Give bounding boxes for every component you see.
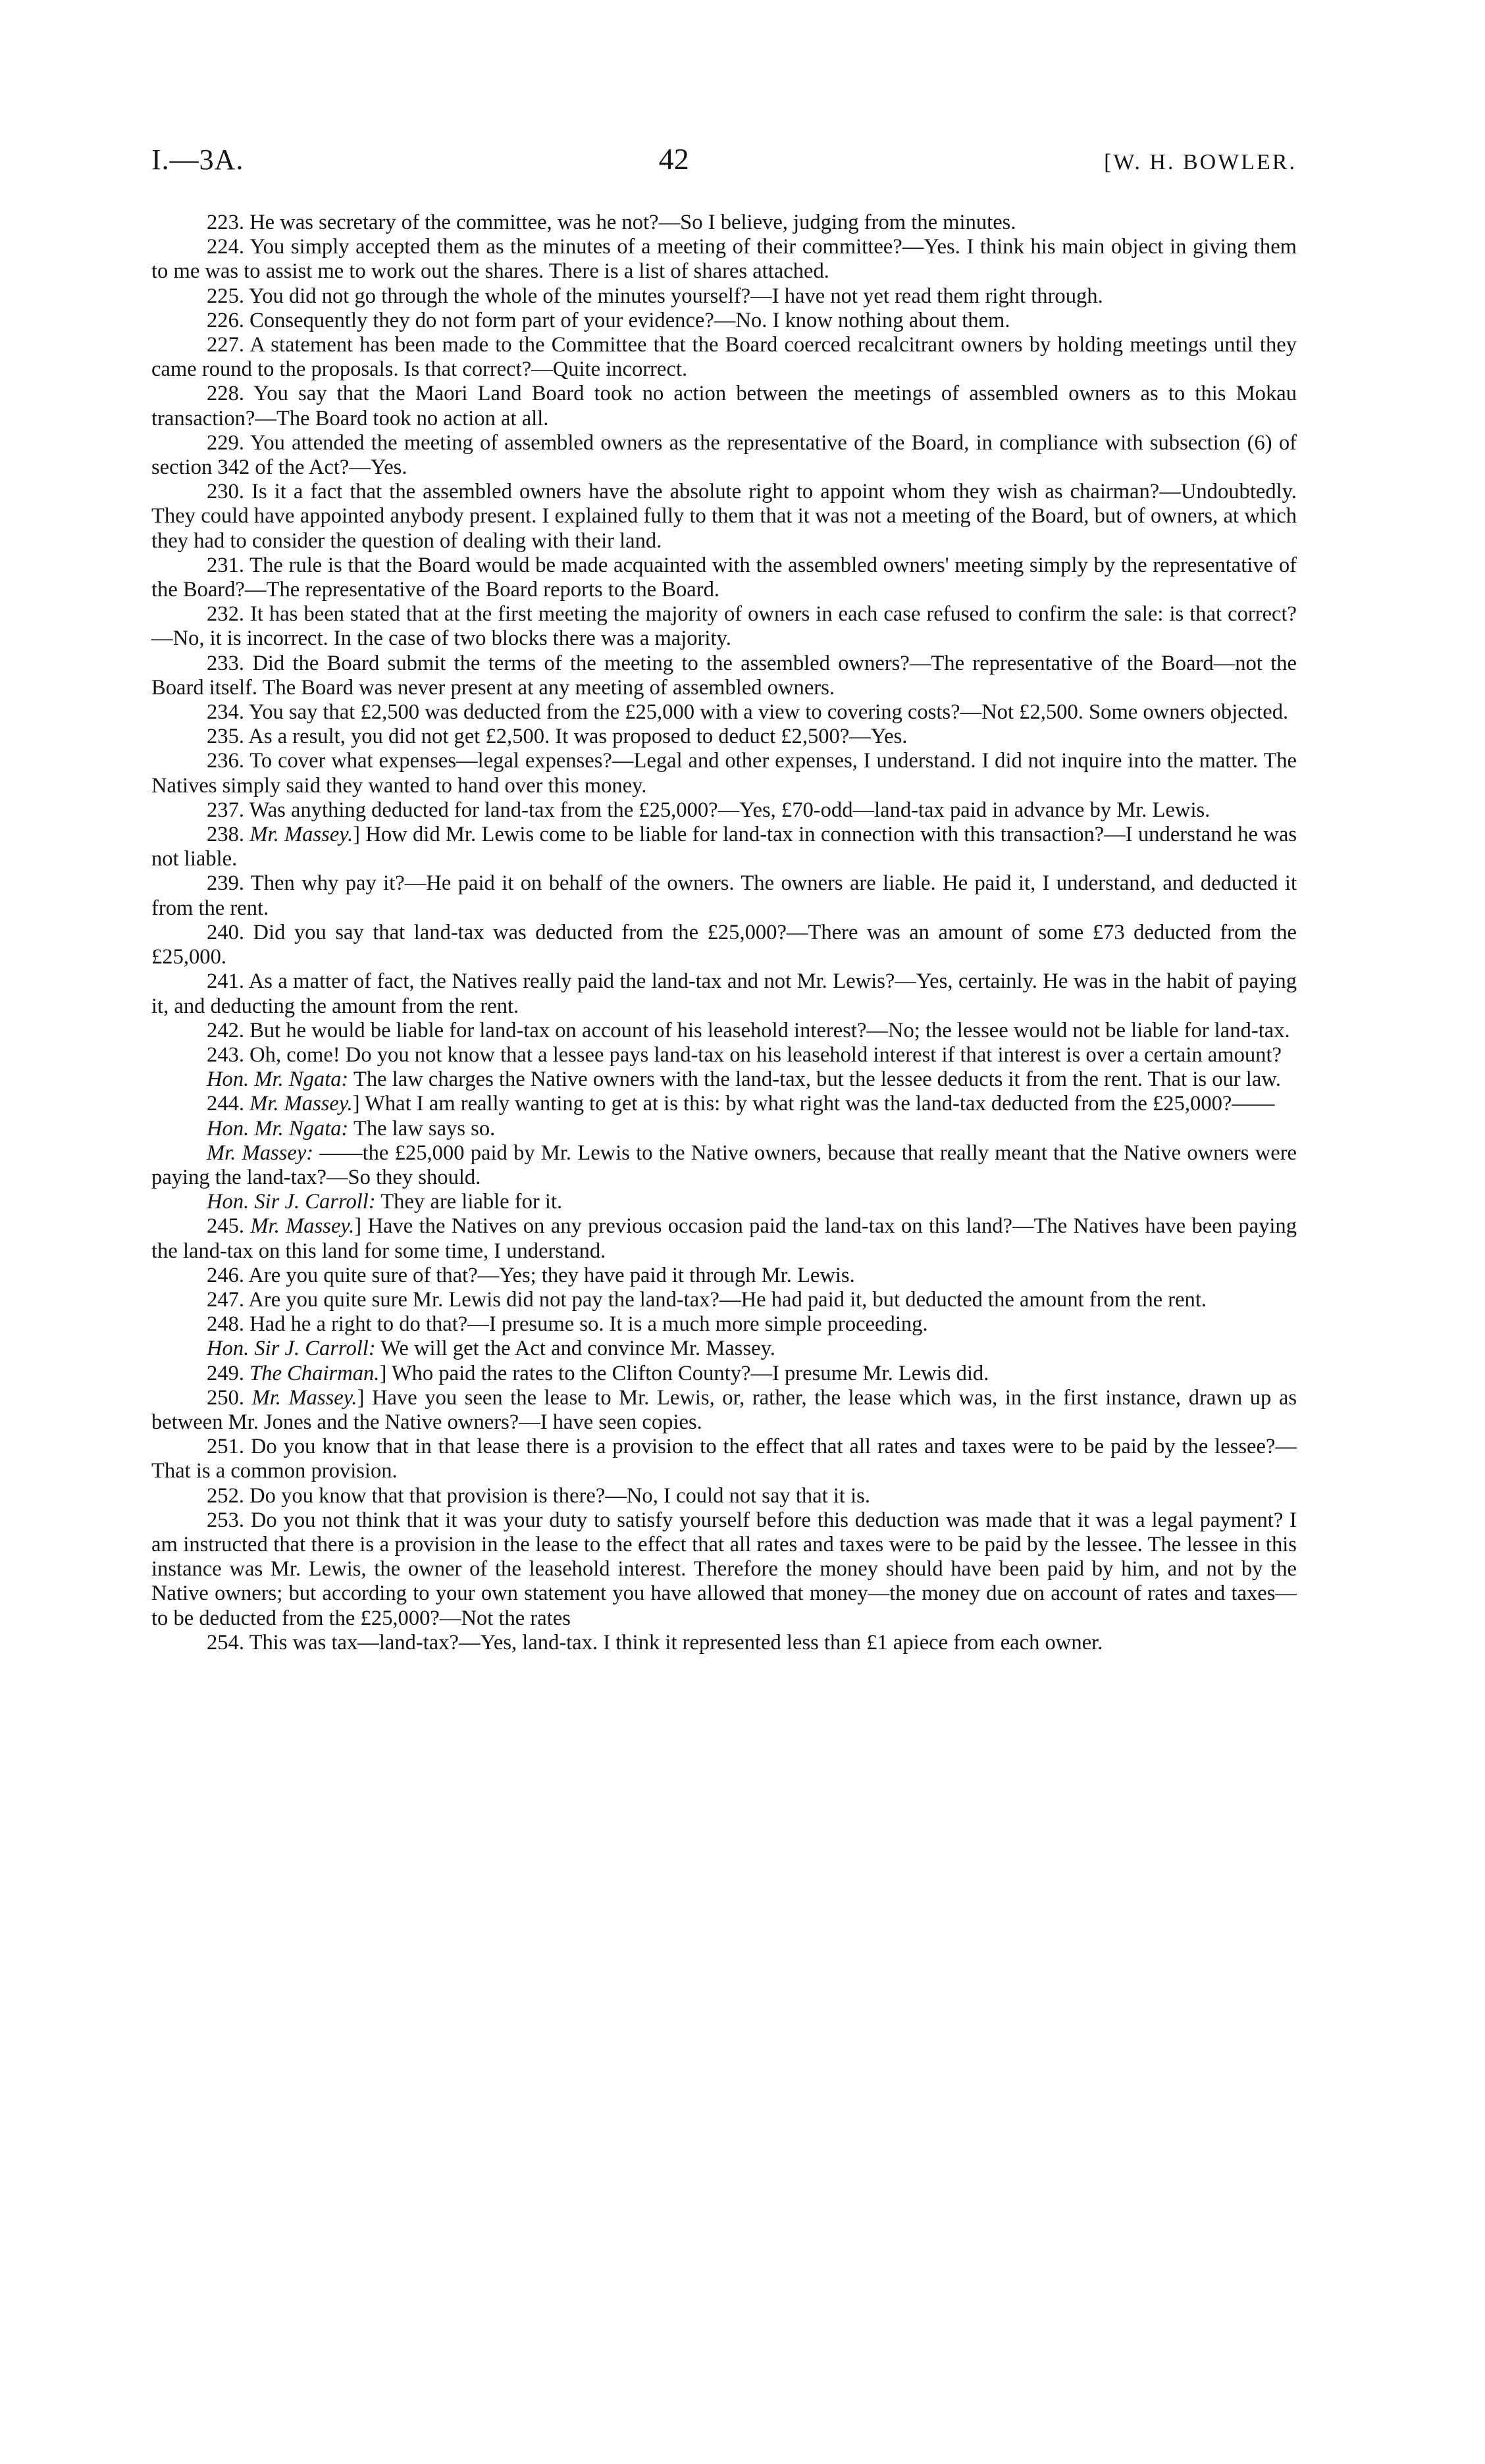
evidence-paragraph: [151, 969, 1297, 1018]
evidence-paragraph: [151, 235, 1297, 284]
document-body: [151, 211, 1297, 1655]
speaker-name: Mr. Massey.: [250, 1214, 355, 1239]
paragraph-lead-text: 252. Do you know that that provision is there?—No, I could not say that it is.: [207, 1483, 870, 1508]
paragraph-lead-text: 235. As a result, you did not get £2,500. It was proposed to deduct £2,500?—Yes.: [207, 725, 908, 749]
evidence-paragraph: [151, 1141, 1297, 1190]
evidence-paragraph: [151, 1043, 1297, 1067]
paragraph-lead-text: 228. You say that the Maori Land Board took no action between the meetings of assembled owners as to this Mokau transaction?—The Board took no action at all.: [151, 382, 1297, 430]
evidence-paragraph: [151, 1067, 1297, 1092]
paragraph-text: ] What I am really wanting to get at is this: by what right was the land-tax deducted from the £25,000?——: [352, 1092, 1275, 1116]
speaker-name: Mr. Massey.: [249, 1092, 353, 1116]
paragraph-lead-text: 244.: [207, 1092, 250, 1116]
evidence-paragraph: [151, 1337, 1297, 1361]
paragraph-lead-text: 223. He was secretary of the committee, was he not?—So I believe, judging from the minutes.: [207, 211, 1016, 234]
evidence-paragraph: [151, 1508, 1297, 1631]
speaker-name: Hon. Sir J. Carroll:: [207, 1190, 376, 1214]
speaker-name: Hon. Mr. Ngata:: [207, 1116, 349, 1141]
evidence-paragraph: [151, 1117, 1297, 1141]
evidence-paragraph: [151, 1190, 1297, 1214]
evidence-paragraph: [151, 1386, 1297, 1435]
paragraph-lead-text: 233. Did the Board submit the terms of the meeting to the assembled owners?—The representative of the Board—not the Board itself. The Board was never present at any meeting of assembled owners.: [151, 651, 1297, 700]
evidence-paragraph: [151, 652, 1297, 700]
evidence-paragraph: [151, 333, 1297, 382]
paragraph-text: ] Who paid the rates to the Clifton County?—I presume Mr. Lewis did.: [379, 1361, 989, 1385]
paragraph-text: The law says so.: [348, 1116, 496, 1141]
paragraph-lead-text: 254. This was tax—land-tax?—Yes, land-tax. I think it represented less than £1 apiece from each owner.: [207, 1630, 1103, 1655]
evidence-paragraph: [151, 921, 1297, 969]
paragraph-lead-text: 253. Do you not think that it was your duty to satisfy yourself before this deduction was made that it was a legal payment? I am instructed that there is a provision in the lease to the effect that all rates and taxes were to be paid by the lessee. The lessee in this instance was Mr. Lewis, the owner of the leasehold interest. Therefore the money should have been paid by him, and not by the Native owners; but according to your own statement you have allowed that money—the money due on account of rates and taxes—to be deducted from the £25,000?—Not the rates: [151, 1508, 1297, 1630]
evidence-paragraph: [151, 823, 1297, 871]
evidence-paragraph: [151, 749, 1297, 798]
paragraph-lead-text: 246. Are you quite sure of that?—Yes; they have paid it through Mr. Lewis.: [207, 1263, 855, 1287]
speaker-name: The Chairman.: [249, 1361, 380, 1385]
paragraph-lead-text: 236. To cover what expenses—legal expenses?—Legal and other expenses, I understand. I did not inquire into the matter. The Natives simply said they wanted to hand over this money.: [151, 749, 1297, 798]
paragraph-lead-text: 241. As a matter of fact, the Natives really paid the land-tax and not Mr. Lewis?—Yes, certainly. He was in the habit of paying it, and deducting the amount from the rent.: [151, 969, 1297, 1018]
paragraph-lead-text: 247. Are you quite sure Mr. Lewis did not pay the land-tax?—He had paid it, but deducted the amount from the rent.: [207, 1287, 1207, 1312]
evidence-paragraph: [151, 211, 1297, 235]
paragraph-lead-text: 234. You say that £2,500 was deducted from the £25,000 with a view to covering costs?—Not £2,500. Some owners objected.: [207, 700, 1289, 725]
evidence-paragraph: [151, 1288, 1297, 1312]
evidence-paragraph: [151, 725, 1297, 749]
paragraph-lead-text: 251. Do you know that in that lease there is a provision to the effect that all rates and taxes were to be paid by the lessee?—That is a common provision.: [151, 1435, 1297, 1483]
evidence-paragraph: [151, 382, 1297, 430]
paragraph-lead-text: 242. But he would be liable for land-tax on account of his leasehold interest?—No; the lessee would not be liable for land-tax.: [207, 1018, 1290, 1042]
evidence-paragraph: [151, 798, 1297, 823]
witness-name: [W. H. BOWLER.: [1104, 150, 1297, 174]
paper-reference: I.—3A.: [151, 143, 244, 176]
document-page: [151, 141, 1297, 1655]
speaker-name: Hon. Mr. Ngata:: [207, 1067, 349, 1092]
paragraph-lead-text: 249.: [207, 1361, 250, 1385]
paragraph-text: They are liable for it.: [375, 1190, 563, 1214]
evidence-paragraph: [151, 1019, 1297, 1043]
paragraph-lead-text: 243. Oh, come! Do you not know that a lessee pays land-tax on his leasehold interest if that interest is over a certain amount?: [207, 1042, 1282, 1067]
evidence-paragraph: [151, 1362, 1297, 1386]
paragraph-text: ] Have you seen the lease to Mr. Lewis, or, rather, the lease which was, in the first instance, drawn up as between Mr. Jones and the Native owners?—I have seen copies.: [151, 1385, 1297, 1434]
speaker-name: Hon. Sir J. Carroll:: [207, 1337, 376, 1361]
paragraph-lead-text: 245.: [207, 1214, 251, 1239]
paragraph-lead-text: 238.: [207, 823, 250, 847]
paragraph-text: ] How did Mr. Lewis come to be liable for land-tax in connection with this transaction?—I understand he was not liable.: [151, 823, 1297, 871]
paragraph-text: The law charges the Native owners with the land-tax, but the lessee deducts it from the rent. That is our law.: [348, 1067, 1281, 1092]
paragraph-lead-text: 226. Consequently they do not form part of your evidence?—No. I know nothing about them.: [207, 308, 1010, 332]
paragraph-lead-text: 224. You simply accepted them as the minutes of a meeting of their committee?—Yes. I think his main object in giving them to me was to assist me to work out the shares. There is a list of shares attached.: [151, 235, 1297, 284]
paragraph-text: We will get the Act and convince Mr. Massey.: [375, 1337, 775, 1361]
paragraph-lead-text: 240. Did you say that land-tax was deducted from the £25,000?—There was an amount of some £73 deducted from the £25,000.: [151, 920, 1297, 969]
evidence-paragraph: [151, 284, 1297, 309]
evidence-paragraph: [151, 1092, 1297, 1116]
evidence-paragraph: [151, 1312, 1297, 1337]
paragraph-lead-text: 248. Had he a right to do that?—I presume so. It is a much more simple proceeding.: [207, 1312, 928, 1337]
paragraph-text: ——the £25,000 paid by Mr. Lewis to the Native owners, because that really meant that the Native owners were paying the land-tax?—So they should.: [151, 1141, 1297, 1189]
evidence-paragraph: [151, 309, 1297, 333]
evidence-paragraph: [151, 1631, 1297, 1655]
page-number: 42: [658, 142, 689, 176]
evidence-paragraph: [151, 1214, 1297, 1263]
speaker-name: Mr. Massey.: [249, 823, 353, 847]
page-header: [151, 141, 1297, 176]
paragraph-lead-text: 227. A statement has been made to the Committee that the Board coerced recalcitrant owners by holding meetings until they came round to the proposals. Is that correct?—Quite incorrect.: [151, 333, 1297, 382]
evidence-paragraph: [151, 1435, 1297, 1483]
paragraph-lead-text: 225. You did not go through the whole of the minutes yourself?—I have not yet read them right through.: [207, 284, 1103, 308]
paragraph-lead-text: 229. You attended the meeting of assembled owners as the representative of the Board, in compliance with subsection (6) of section 342 of the Act?—Yes.: [151, 430, 1297, 480]
evidence-paragraph: [151, 480, 1297, 553]
evidence-paragraph: [151, 431, 1297, 480]
paragraph-lead-text: 237. Was anything deducted for land-tax from the £25,000?—Yes, £70-odd—land-tax paid in advance by Mr. Lewis.: [207, 798, 1211, 822]
speaker-name: Mr. Massey.: [251, 1385, 357, 1410]
paragraph-lead-text: 231. The rule is that the Board would be made acquainted with the assembled owners' meeting simply by the representative of the Board?—The representative of the Board reports to the Board.: [151, 553, 1297, 602]
paragraph-lead-text: 230. Is it a fact that the assembled owners have the absolute right to appoint whom they wish as chairman?—Undoubtedly. They could have appointed anybody present. I explained fully to them that it was not a meeting of the Board, but of owners, at which they had to consider the question of dealing with their land.: [151, 480, 1297, 553]
speaker-name: Mr. Massey:: [207, 1141, 314, 1165]
evidence-paragraph: [151, 602, 1297, 651]
evidence-paragraph: [151, 700, 1297, 725]
evidence-paragraph: [151, 1484, 1297, 1508]
evidence-paragraph: [151, 553, 1297, 602]
paragraph-lead-text: 232. It has been stated that at the first meeting the majority of owners in each case refused to confirm the sale: is that correct?—No, it is incorrect. In the case of two blocks there was a majority.: [151, 602, 1297, 651]
evidence-paragraph: [151, 871, 1297, 920]
paragraph-text: ] Have the Natives on any previous occasion paid the land-tax on this land?—The Natives have been paying the land-tax on this land for some time, I understand.: [151, 1214, 1297, 1263]
paragraph-lead-text: 250.: [207, 1385, 252, 1410]
paragraph-lead-text: 239. Then why pay it?—He paid it on behalf of the owners. The owners are liable. He paid it, I understand, and deducted it from the rent.: [151, 871, 1297, 920]
evidence-paragraph: [151, 1264, 1297, 1288]
